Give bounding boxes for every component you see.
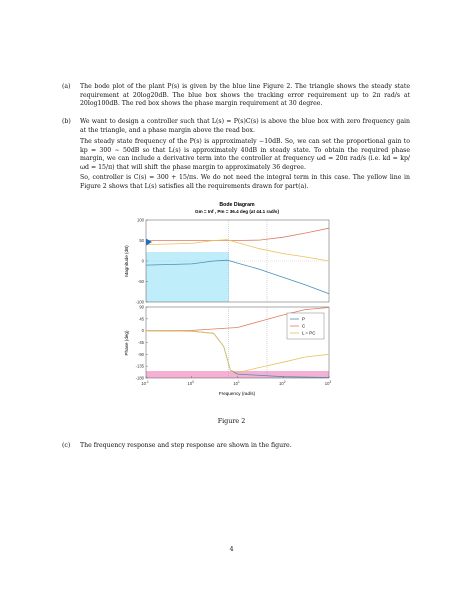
- legend: [287, 313, 324, 339]
- figure-subtitle: Gm = Inf , Pm = 36.4 deg (at 44.1 rad/s): [195, 209, 279, 214]
- item-c-label: (c): [62, 442, 71, 449]
- x-tick-exponent: 1: [237, 380, 240, 384]
- phase-tick-label: -45: [137, 340, 144, 345]
- phase-ylabel: Phase (deg): [124, 330, 129, 356]
- page-number: 4: [229, 545, 234, 553]
- phase-axes: [124, 305, 329, 381]
- figure-caption: Figure 2: [217, 417, 246, 425]
- x-tick-label: $10^1$: [233, 380, 240, 386]
- x-tick-exponent: -1: [145, 380, 149, 384]
- phase-tick-label: -180: [135, 375, 144, 381]
- phase-tick-label: 90: [139, 304, 144, 310]
- x-axis-label: Frequency (rad/s): [218, 391, 256, 396]
- phase-tick-label: 0: [141, 328, 144, 334]
- mag-tick-label: 100: [137, 217, 144, 223]
- x-tick-exponent: 3: [329, 380, 332, 384]
- phase-tick-label: -135: [135, 363, 144, 369]
- legend-label-p: P: [302, 316, 305, 322]
- blue-requirement-box: [146, 252, 229, 302]
- item-a-text: The bode plot of the plant P(s) is given by the blue line Figure 2. The triangle shows the steady state requirement at 20log20dB. The blue box shows the tracking error requirement up to 2π rad/s at 20log100dB. The red box shows the phase margin requirement at 30 degree.: [80, 83, 410, 108]
- legend-label-l: L = PC: [302, 330, 316, 336]
- magnitude-axes: [124, 218, 329, 305]
- item-b-text-3: So, controller is C(s) = 300 + 15/πs. We do not need the integral term in this case. The yellow line in Figure 2 shows that L(s) satisfies all the requirements drawn for part(a).: [80, 174, 410, 190]
- mag-tick-label: -100: [135, 299, 144, 305]
- phase-tick-label: 45: [139, 316, 144, 322]
- figure-title: Bode Diagram: [219, 202, 255, 208]
- bode-figure: [0, 197, 463, 427]
- item-b-text-2: The steady state frequency of the P(s) is approximately −10dB. So, we can set the proportional gain to kp = 300 ∼ 50dB so that L(s) is approximately 40dB in steady state. To obtain the required phase margin, we can include a derivative term into the controller at frequency ωd = 20π rad/s (i.e. kd = kp/ωd = 15/π) that will shift the phase margin to approximately 36 degree.: [80, 138, 410, 171]
- x-tick-label: $10^2$: [279, 380, 286, 386]
- phase-tick-label: -90: [137, 351, 144, 357]
- mag-tick-label: 50: [139, 238, 144, 243]
- legend-label-c: C: [302, 323, 306, 329]
- series-line-c: [146, 228, 329, 240]
- mag-tick-label: -50: [137, 279, 144, 284]
- mag-tick-label: 0: [141, 258, 144, 264]
- x-tick-label: $10^3$: [324, 380, 332, 386]
- item-b-text-1: We want to design a controller such that L(s) = P(s)C(s) is above the blue box with zero frequency gain at the triangle, and a phase margin above the read box.: [80, 118, 410, 134]
- x-tick-label: $10^{-1}$: [141, 380, 149, 386]
- item-c-text: The frequency response and step response are shown in the figure.: [80, 442, 292, 449]
- x-tick-exponent: 0: [192, 380, 194, 384]
- item-a-label: (a): [62, 83, 71, 90]
- item-b-label: (b): [62, 118, 71, 125]
- magnitude-ylabel: Magnitude (dB): [124, 245, 129, 277]
- x-tick-label: $10^0$: [187, 380, 194, 386]
- x-tick-exponent: 2: [283, 380, 286, 384]
